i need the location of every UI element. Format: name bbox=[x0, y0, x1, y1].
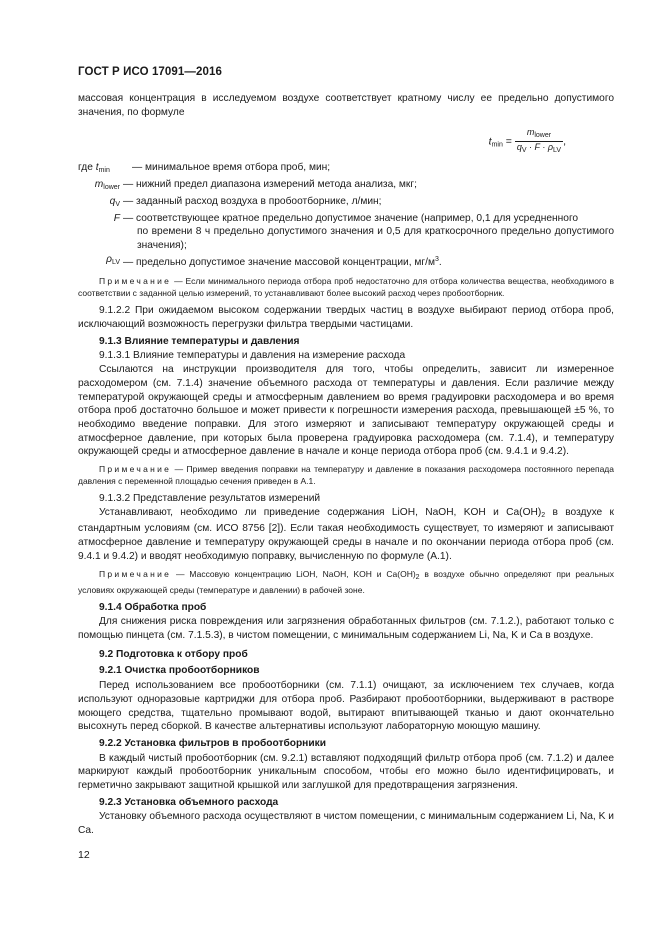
para-9-1-4: Для снижения риска повреждения или загрязнения обработанных фильтров (см. 7.1.2.), работают только с помощью пинцета (см. 7.1.5.3), в чистом помещении, с минимальным содержанием Li, Na, K и Ca в воздухе. bbox=[78, 616, 614, 641]
def-lead: где bbox=[78, 162, 93, 174]
note-3 bbox=[78, 568, 614, 596]
def-rho-symbol bbox=[78, 253, 123, 270]
def-rho-text bbox=[123, 253, 614, 270]
def-qv-symbol bbox=[78, 195, 123, 212]
formula-den-rho-sub: LV bbox=[553, 147, 562, 155]
note-3-sub: 2 bbox=[415, 573, 420, 581]
para-9-1-3-2-sub: 2 bbox=[541, 511, 546, 519]
def-mlower-text: — нижний предел диапазона измерений метода анализа, мкг; bbox=[123, 179, 417, 191]
para-9-1-3-2-body bbox=[78, 506, 614, 564]
note-1-text: — Если минимального периода отбора проб недостаточно для отбора количества вещества, необходимого в соответствии с заданной целью измерений, то устанавливают более высокий расход через пробоотборник. bbox=[78, 276, 614, 299]
def-qv-sub: V bbox=[115, 200, 120, 208]
formula-den-q-sub: V bbox=[521, 147, 527, 155]
note-2-text: — Пример введения поправки на температуру и давление в показания расходомера постоянного перепада давления с переменной площадью сечения приведен в А.1. bbox=[78, 464, 614, 487]
definitions-list bbox=[78, 161, 614, 269]
para-9-1-3-1-body: Ссылаются на инструкции производителя для того, чтобы определить, зависит ли измеренное расходомером (см. 7.1.4) значение объемного расхода от температуры и давления. Если различие между температурой окружающей среды и атмосферным давлением во время градуировки расходомера и во время отбора проб достаточно большое и может привести к погрешности измерения расхода, превышающей ±5 %, то необходимо введение поправки. Для этого измеряют и записывают температуру окружающей среды и атмосферное давление, при которых была проверена градуировка расходомера (см. 7.1.4), и температуру окружающей среды и атмосферное давление в начале и конце периода отбора проб (см. 9.4.1 и 9.4.2). bbox=[78, 364, 614, 458]
note-1-label: Примечание bbox=[99, 276, 172, 287]
formula-den-q: q bbox=[516, 142, 522, 153]
note-3-text-b: в воздухе обычно определяют при реальных условиях окружающей среды (температуре и давлении) в рабочей зоне. bbox=[78, 568, 614, 595]
def-tmin-symbol bbox=[78, 161, 132, 178]
note-1 bbox=[78, 275, 614, 299]
para-9-1-3-1-title: 9.1.3.1 Влияние температуры и давления на измерение расхода bbox=[99, 350, 406, 362]
def-f-sym: F bbox=[113, 212, 120, 224]
def-f-continuation: по времени 8 ч предельно допустимого значения и 0,5 для краткосрочного предельно допустимого значения); bbox=[137, 226, 614, 251]
heading-9-1-4: 9.1.4 Обработка проб bbox=[99, 601, 207, 613]
para-9-1-2-2: 9.1.2.2 При ожидаемом высоком содержании твердых частиц в воздухе выбирают период отбора проб, исключающий возможность перегрузки фильтра твердыми частицами. bbox=[78, 305, 614, 331]
formula-lhs: t bbox=[488, 135, 492, 148]
intro-paragraph: массовая концентрация в исследуемом воздухе соответствует кратному числу ее предельно допустимого значения, по формуле bbox=[78, 93, 614, 118]
def-tmin bbox=[78, 161, 614, 178]
document-header: ГОСТ Р ИСО 17091—2016 bbox=[78, 66, 223, 78]
def-tmin-text: — минимальное время отбора проб, мин; bbox=[132, 162, 331, 174]
formula-num-sub: lower bbox=[534, 132, 552, 140]
def-qv-text: — заданный расход воздуха в пробоотборнике, л/мин; bbox=[123, 195, 382, 207]
page-number: 12 bbox=[78, 849, 90, 861]
heading-9-2-1: 9.2.1 Очистка пробоотборников bbox=[99, 665, 260, 677]
formula-lhs-sub: min bbox=[491, 141, 503, 149]
para-9-2-2: В каждый чистый пробоотборник (см. 9.2.1) вставляют подходящий фильтр отбора проб (см. 7.1.2) и далее маркируют каждый пробоотборник уникальным способом, чтобы его можно было идентифицировать, и герметично закрывают защитной крышкой или заглушкой для предотвращения загрязнения. bbox=[78, 752, 614, 792]
heading-9-1-3: 9.1.3 Влияние температуры и давления bbox=[99, 335, 300, 347]
formula-numerator bbox=[515, 127, 563, 142]
def-mlower-sub: lower bbox=[103, 184, 120, 192]
note-3-text-a: — Массовую концентрацию LiOH, NaOH, KOH и Ca(OH) bbox=[171, 568, 416, 579]
formula-tail: , bbox=[563, 135, 566, 148]
heading-9-2-3: 9.2.3 Установка объемного расхода bbox=[99, 796, 279, 808]
formula-den-f: · F · ρ bbox=[526, 142, 554, 153]
def-rho bbox=[78, 253, 614, 270]
para-9-2-1: Перед использованием все пробоотборники (см. 7.1.1) очищают, за исключением тех случаев, когда используют одноразовые картриджи для отбора проб. Разбирают пробоотборники, выдерживают в растворе моющего средства, тщательно промывают водой, вытирают впитывающей тканью и дают окончательно высохнуть перед сборкой. В качестве альтернативы используют лабораторную моющую машину. bbox=[78, 680, 614, 733]
def-tmin-sub: min bbox=[98, 167, 110, 175]
def-f-symbol bbox=[78, 212, 123, 253]
def-tmin-sym: t bbox=[95, 162, 99, 174]
formula-fraction bbox=[515, 127, 563, 156]
def-mlower bbox=[78, 178, 614, 195]
note-2-label: Примечание bbox=[99, 464, 172, 475]
formula-denominator bbox=[515, 142, 563, 156]
heading-9-2: 9.2 Подготовка к отбору проб bbox=[99, 648, 248, 660]
def-mlower-symbol bbox=[78, 178, 123, 195]
def-f-text: — соответствующее кратное предельно допустимое значение (например, 0,1 для усредненного bbox=[123, 212, 579, 224]
def-f bbox=[78, 212, 614, 253]
def-mlower-sym: m bbox=[94, 179, 104, 191]
formula-eq: = bbox=[502, 135, 515, 148]
formula-tmin bbox=[78, 127, 614, 156]
def-rho-text-main: — предельно допустимое значение массовой концентрации, мг/м bbox=[123, 256, 435, 268]
note-2 bbox=[78, 463, 614, 487]
def-qv-sym: q bbox=[109, 195, 116, 207]
def-f-body bbox=[123, 212, 614, 253]
para-9-1-3-2-text-b: в воздухе к стандартным условиям (см. ИСО 8756 [2]). Если такая необходимость существует, то измеряют и записывают атмосферное давление и температуру окружающей среды в начале и по окончании периода отбора проб (см. 9.4.1 и 9.4.2) и вводят необходимую поправку, вычисленную по формуле (А.1). bbox=[78, 506, 615, 562]
def-qv bbox=[78, 195, 614, 212]
para-9-1-3-2-title: 9.1.3.2 Представление результатов измерений bbox=[99, 493, 321, 505]
para-9-1-3-2-text-a: Устанавливают, необходимо ли приведение содержания LiOH, NaOH, KOH и Ca(OH) bbox=[99, 506, 542, 518]
def-rho-sub: LV bbox=[111, 258, 120, 266]
page-content bbox=[78, 92, 614, 838]
para-9-2-3: Установку объемного расхода осуществляют в чистом помещении, с минимальным содержанием Li, Na, K и Ca. bbox=[78, 811, 614, 837]
heading-9-2-2: 9.2.2 Установка фильтров в пробоотборники bbox=[99, 737, 326, 749]
note-3-label: Примечание bbox=[99, 568, 172, 579]
def-rho-sym: ρ bbox=[106, 253, 112, 265]
def-rho-end: . bbox=[438, 256, 442, 268]
def-rho-sup: 3 bbox=[434, 255, 439, 263]
formula-num-m: m bbox=[526, 127, 535, 138]
